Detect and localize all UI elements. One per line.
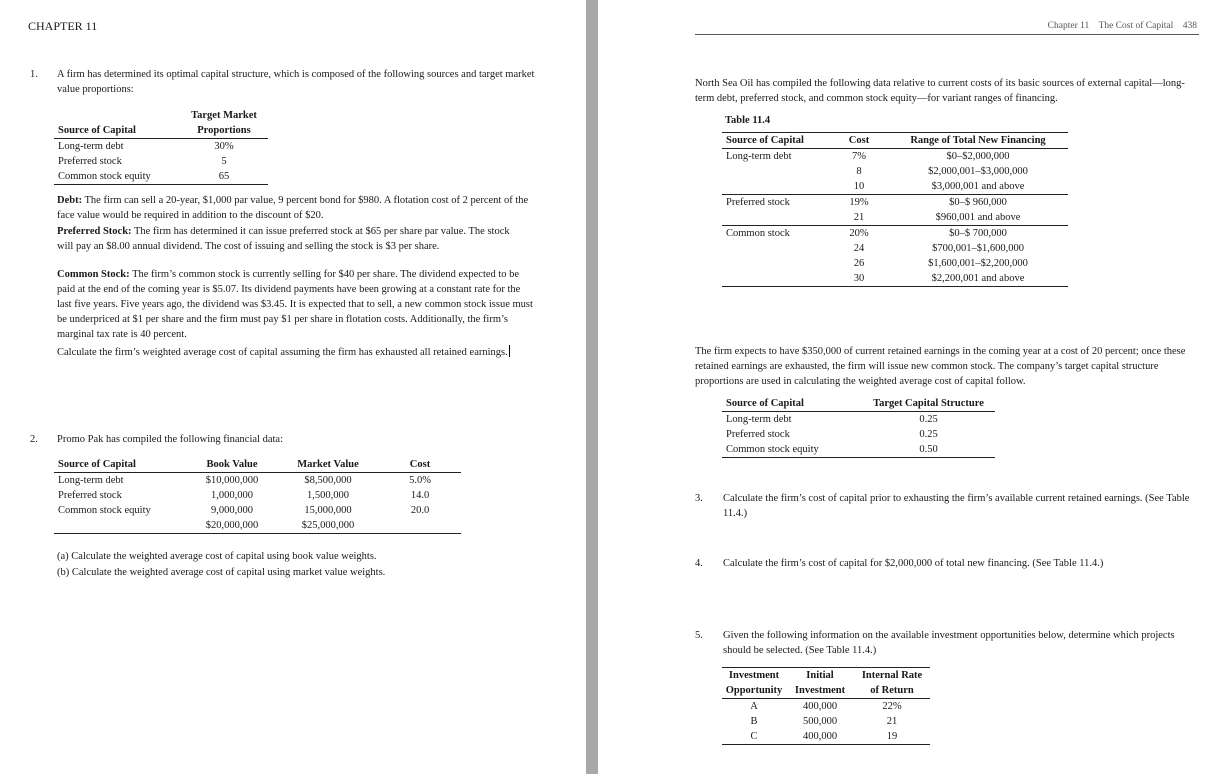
col-header: Internal Rate (861, 670, 923, 681)
running-header: Chapter 11 The Cost of Capital 438 (1047, 21, 1197, 31)
cell (54, 518, 187, 534)
cell: 500,000 (802, 716, 838, 727)
q1-intro: A firm has determined its optimal capital structure, which is composed of the following sources and target market value proportions: (57, 69, 535, 95)
right-page (598, 0, 1219, 774)
col-header: Cost (409, 459, 431, 470)
cell: Long-term debt (726, 151, 792, 162)
q2-part-a: (a) Calculate the weighted average cost of capital using book value weights. (57, 551, 377, 562)
cell: 26 (853, 258, 865, 269)
col-header: Book Value (206, 459, 258, 470)
cell: Preferred stock (726, 197, 790, 208)
cell: 15,000,000 (304, 505, 352, 516)
cell: Preferred stock (58, 156, 122, 167)
cell: $20,000,000 (205, 520, 259, 531)
col-header: Range of Total New Financing (910, 135, 1046, 146)
table-row (722, 427, 995, 442)
cell: $25,000,000 (301, 520, 355, 531)
q2-intro: Promo Pak has compiled the following financial data: (57, 434, 283, 445)
cell: Common stock (726, 228, 790, 239)
cell: 400,000 (802, 731, 838, 742)
col-header: Investment (728, 670, 780, 681)
table-row (722, 714, 930, 729)
q4-number: 4. (695, 558, 703, 569)
table-row (722, 729, 930, 745)
q1-question-text: Calculate the firm’s weighted average cost of capital assuming the firm has exhausted all retained earnings. (57, 347, 508, 358)
table-row (722, 179, 1068, 195)
cell: Common stock equity (726, 444, 819, 455)
cell: $960,001 and above (935, 212, 1021, 223)
q1-preferred-paragraph (57, 224, 527, 254)
cell: $3,000,001 and above (931, 181, 1025, 192)
cell: 0.25 (919, 429, 938, 440)
preferred-text: The firm has determined it can issue preferred stock at $65 per share par value. The stock will pay an $8.00 annual dividend. The cost of issuing and selling the stock is $3 per share. (57, 226, 510, 252)
col-header: Initial (806, 670, 834, 681)
col-header: Market Value (297, 459, 359, 470)
cell: Long-term debt (726, 414, 792, 425)
cell: 7% (852, 151, 866, 162)
cell: 19 (886, 731, 898, 742)
q5-number: 5. (695, 630, 703, 641)
cell: $10,000,000 (205, 475, 259, 486)
table-11-4 (722, 132, 1068, 287)
cell (722, 179, 830, 195)
table-row (54, 139, 268, 155)
cell: 22% (882, 701, 902, 712)
table-row (54, 488, 461, 503)
cell: 20.0 (410, 505, 430, 516)
cell: Long-term debt (58, 475, 124, 486)
q1-capital-table (54, 108, 268, 185)
retained-earnings-text: The firm expects to have $350,000 of current retained earnings in the coming year at a cost of 20 percent; once these retained earnings are exhausted, the firm will issue new common stock. The company’s target capital structure proportions are used in calculating the weighted average cost of capital follow. (695, 346, 1186, 387)
table-row (54, 169, 268, 185)
left-page (0, 0, 586, 774)
cell: Common stock equity (58, 505, 151, 516)
preferred-label: Preferred Stock: (57, 226, 132, 237)
cell: $2,000,001–$3,000,000 (928, 166, 1028, 177)
table-row (722, 226, 1068, 242)
cell: 21 (886, 716, 898, 727)
cell: Long-term debt (58, 141, 124, 152)
q1-debt-paragraph (57, 193, 533, 223)
cell: 1,000,000 (211, 490, 253, 501)
table-row (722, 210, 1068, 226)
table-row (54, 473, 461, 489)
cell: A (750, 701, 758, 712)
common-text: The firm’s common stock is currently selling for $40 per share. The dividend expected to be paid at the end of the coming year is $5.07. Its dividend payments have been growing at a constant rate for the last five years. Five years ago, the dividend was $3.45. It is expected that to sell, a new common stock issue must be underpriced at $1 per share and the firm must pay $1 per share in flotation costs. Additionally, the firm’s marginal tax rate is 40 percent. (57, 269, 533, 340)
cell: Preferred stock (58, 490, 122, 501)
q1-head-target-1: Target Market (191, 110, 257, 121)
capital-structure-table (722, 396, 995, 458)
cell: 1,500,000 (307, 490, 349, 501)
north-sea-intro: North Sea Oil has compiled the following data relative to current costs of its basic sources of external capital—long-term debt, preferred stock, and common stock equity—for variant ranges of financing. (695, 78, 1185, 104)
q1-number: 1. (30, 69, 38, 80)
cell: 9,000,000 (211, 505, 253, 516)
q3-text: Calculate the firm’s cost of capital prior to exhausting the firm’s available current retained earnings. (See Table 11.4.) (723, 493, 1190, 519)
cell: C (750, 731, 758, 742)
table-11-4-title: Table 11.4 (725, 115, 771, 126)
cell: $0–$2,000,000 (946, 151, 1010, 162)
table-row (722, 256, 1068, 271)
q2-part-b: (b) Calculate the weighted average cost of capital using market value weights. (57, 567, 386, 578)
q3-number: 3. (695, 493, 703, 504)
col-header: Source of Capital (726, 135, 804, 146)
cell: 5.0% (409, 475, 431, 486)
table-row (54, 503, 461, 518)
totals-row (54, 518, 461, 534)
header-rule (695, 34, 1199, 35)
cell: 14.0 (410, 490, 430, 501)
cell: 30% (214, 141, 234, 152)
cell: B (750, 716, 758, 727)
cell: 0.50 (919, 444, 938, 455)
cell: 21 (853, 212, 865, 223)
col-header: Source of Capital (726, 398, 804, 409)
text-cursor (509, 345, 510, 357)
q5-text: Given the following information on the available investment opportunities below, determine which projects should be selected. (See Table 11.4.) (723, 630, 1175, 656)
cell: 65 (218, 171, 230, 182)
table-row (722, 164, 1068, 179)
q2-financial-table (54, 457, 461, 534)
col-header: Source of Capital (58, 459, 136, 470)
cell: Preferred stock (726, 429, 790, 440)
cell: $2,200,001 and above (931, 273, 1025, 284)
table-row (722, 412, 995, 428)
cell: 19% (849, 197, 869, 208)
col-header: Investment (794, 685, 846, 696)
q1-head-source: Source of Capital (58, 125, 136, 136)
col-header: Cost (848, 135, 870, 146)
cell: 5 (221, 156, 227, 167)
q1-question (57, 345, 527, 360)
q4-text: Calculate the firm’s cost of capital for $2,000,000 of total new financing. (See Table 11.4.) (723, 558, 1104, 569)
table-row (722, 271, 1068, 287)
table-row (722, 241, 1068, 256)
cell (722, 241, 830, 256)
debt-label: Debt: (57, 195, 83, 206)
q1-common-paragraph (57, 267, 535, 342)
cell: $700,001–$1,600,000 (932, 243, 1024, 254)
debt-text: The firm can sell a 20-year, $1,000 par value, 9 percent bond for $980. A flotation cost of 2 percent of the face value would be required in addition to the discount of $20. (57, 195, 529, 221)
col-header: Opportunity (725, 685, 783, 696)
table-row (722, 149, 1068, 165)
cell (722, 256, 830, 271)
chapter-label: CHAPTER 11 (28, 19, 98, 33)
cell: 400,000 (802, 701, 838, 712)
cell: 24 (853, 243, 865, 254)
table-row (54, 154, 268, 169)
cell: $0–$ 700,000 (949, 228, 1007, 239)
cell (722, 210, 830, 226)
cell: $0–$ 960,000 (949, 197, 1007, 208)
cell: 8 (856, 166, 862, 177)
cell: $1,600,001–$2,200,000 (928, 258, 1028, 269)
table-row (722, 442, 995, 458)
q2-number: 2. (30, 434, 38, 445)
cell (722, 164, 830, 179)
q1-head-target-2: Proportions (197, 125, 251, 136)
cell: 20% (849, 228, 869, 239)
investment-table (722, 667, 930, 745)
table-row (722, 195, 1068, 211)
cell: 0.25 (919, 414, 938, 425)
cell: $8,500,000 (304, 475, 352, 486)
cell (379, 518, 461, 534)
table-row (722, 699, 930, 715)
col-header: Target Capital Structure (873, 398, 984, 409)
cell: Common stock equity (58, 171, 151, 182)
cell (722, 271, 830, 287)
cell: 30 (853, 273, 865, 284)
col-header: of Return (870, 685, 914, 696)
cell: 10 (853, 181, 865, 192)
common-label: Common Stock: (57, 269, 130, 280)
